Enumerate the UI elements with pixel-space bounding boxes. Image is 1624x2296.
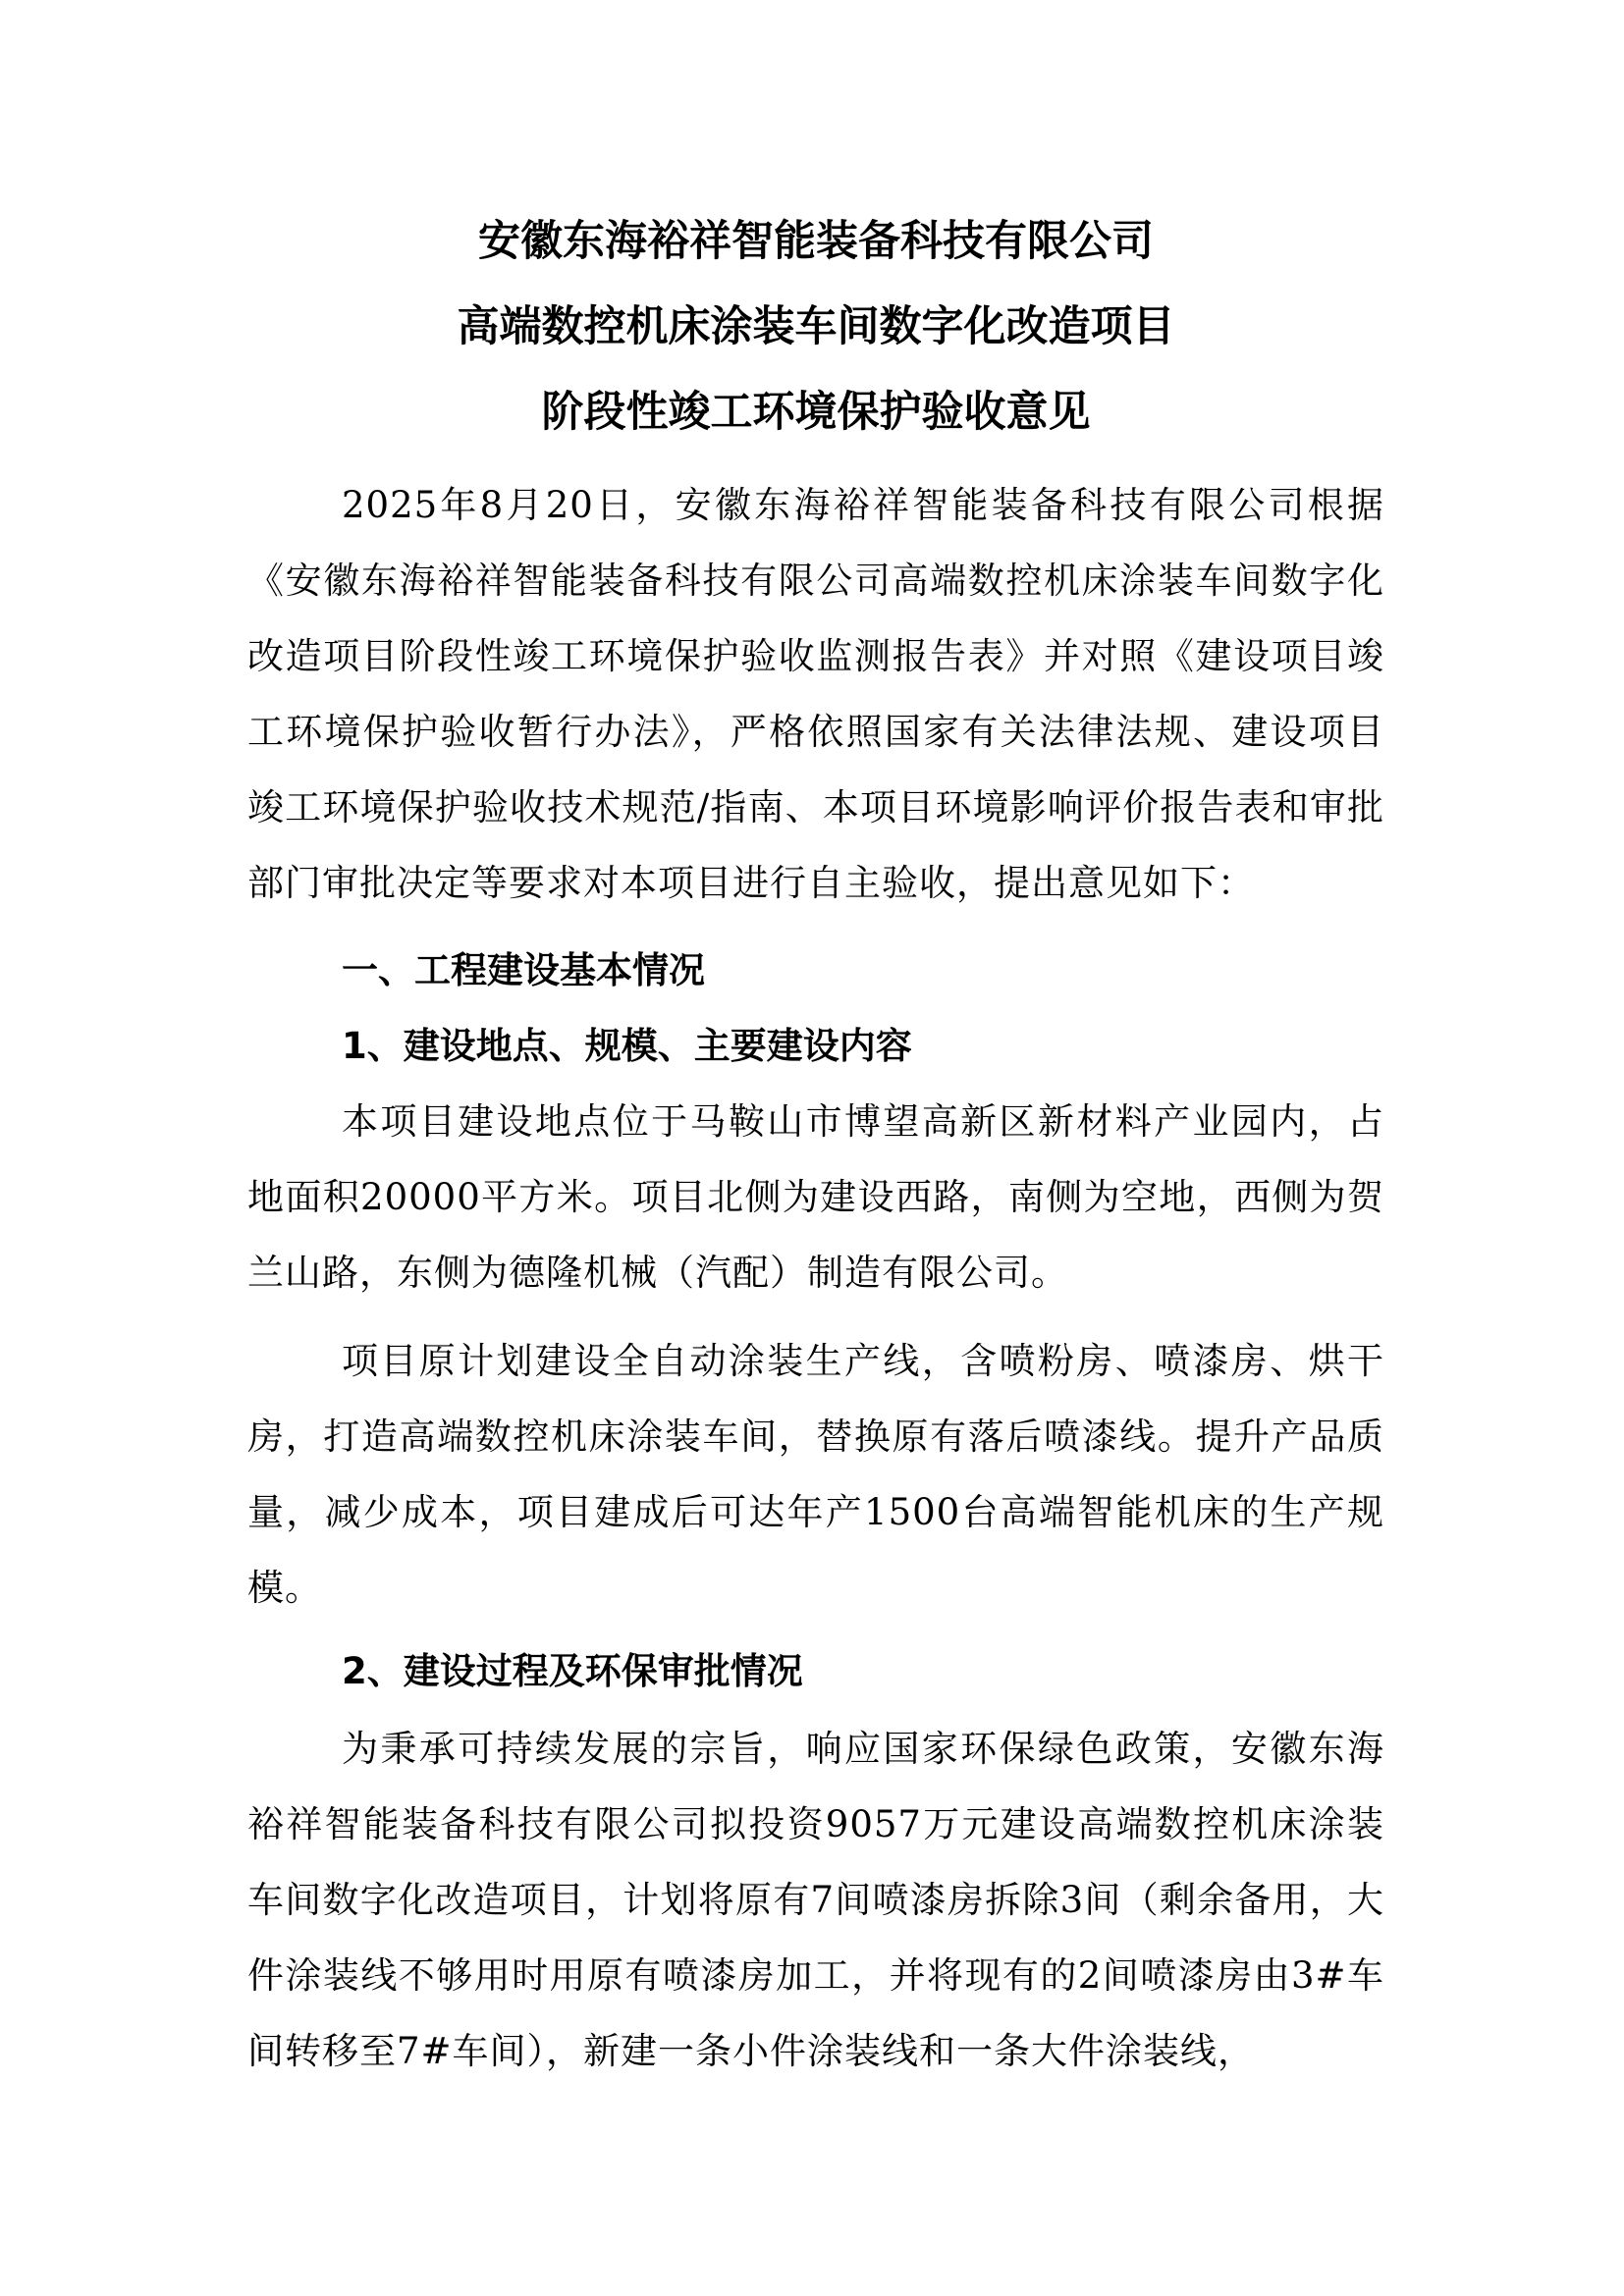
paragraph-location: 本项目建设地点位于马鞍山市博望高新区新材料产业园内，占地面积20000平方米。项目北侧为建设西路，南侧为空地，西侧为贺兰山路，东侧为德隆机械（汽配）制造有限公司。 (247, 1100, 1384, 1294)
title-document: 阶段性竣工环境保护验收意见 (541, 388, 1091, 437)
paragraph-process: 为秉承可持续发展的宗旨，响应国家环保绿色政策，安徽东海裕祥智能装备科技有限公司拟投资9057万元建设高端数控机床涂装车间数字化改造项目，计划将原有7间喷漆房拆除3间（剩余备用，大件涂装线不够用时用原有喷漆房加工，并将现有的2间喷漆房由3#车间转移至7#车间），新建一条小件涂装线和一条大件涂装线， (247, 1728, 1384, 2072)
paragraph-plan: 项目原计划建设全自动涂装生产线，含喷粉房、喷漆房、烘干房，打造高端数控机床涂装车间，替换原有落后喷漆线。提升产品质量，减少成本，项目建成后可达年产1500台高端智能机床的生产规模。 (247, 1340, 1384, 1609)
subsection-heading-process-approval: 2、建设过程及环保审批情况 (342, 1650, 803, 1692)
paragraph-intro: 2025年8月20日，安徽东海裕祥智能装备科技有限公司根据《安徽东海裕祥智能装备科技有限公司高端数控机床涂装车间数字化改造项目阶段性竣工环境保护验收监测报告表》并对照《建设项目竣工环境保护验收暂行办法》，严格依照国家有关法律法规、建设项目竣工环境保护验收技术规范/指南、本项目环境影响评价报告表和审批部门审批决定等要求对本项目进行自主验收，提出意见如下： (247, 484, 1384, 904)
section-heading-basic-info: 一、工程建设基本情况 (342, 949, 705, 991)
title-company: 安徽东海裕祥智能装备科技有限公司 (478, 217, 1154, 266)
subsection-heading-location-scale: 1、建设地点、规模、主要建设内容 (342, 1025, 912, 1067)
title-project: 高端数控机床涂装车间数字化改造项目 (457, 302, 1175, 351)
